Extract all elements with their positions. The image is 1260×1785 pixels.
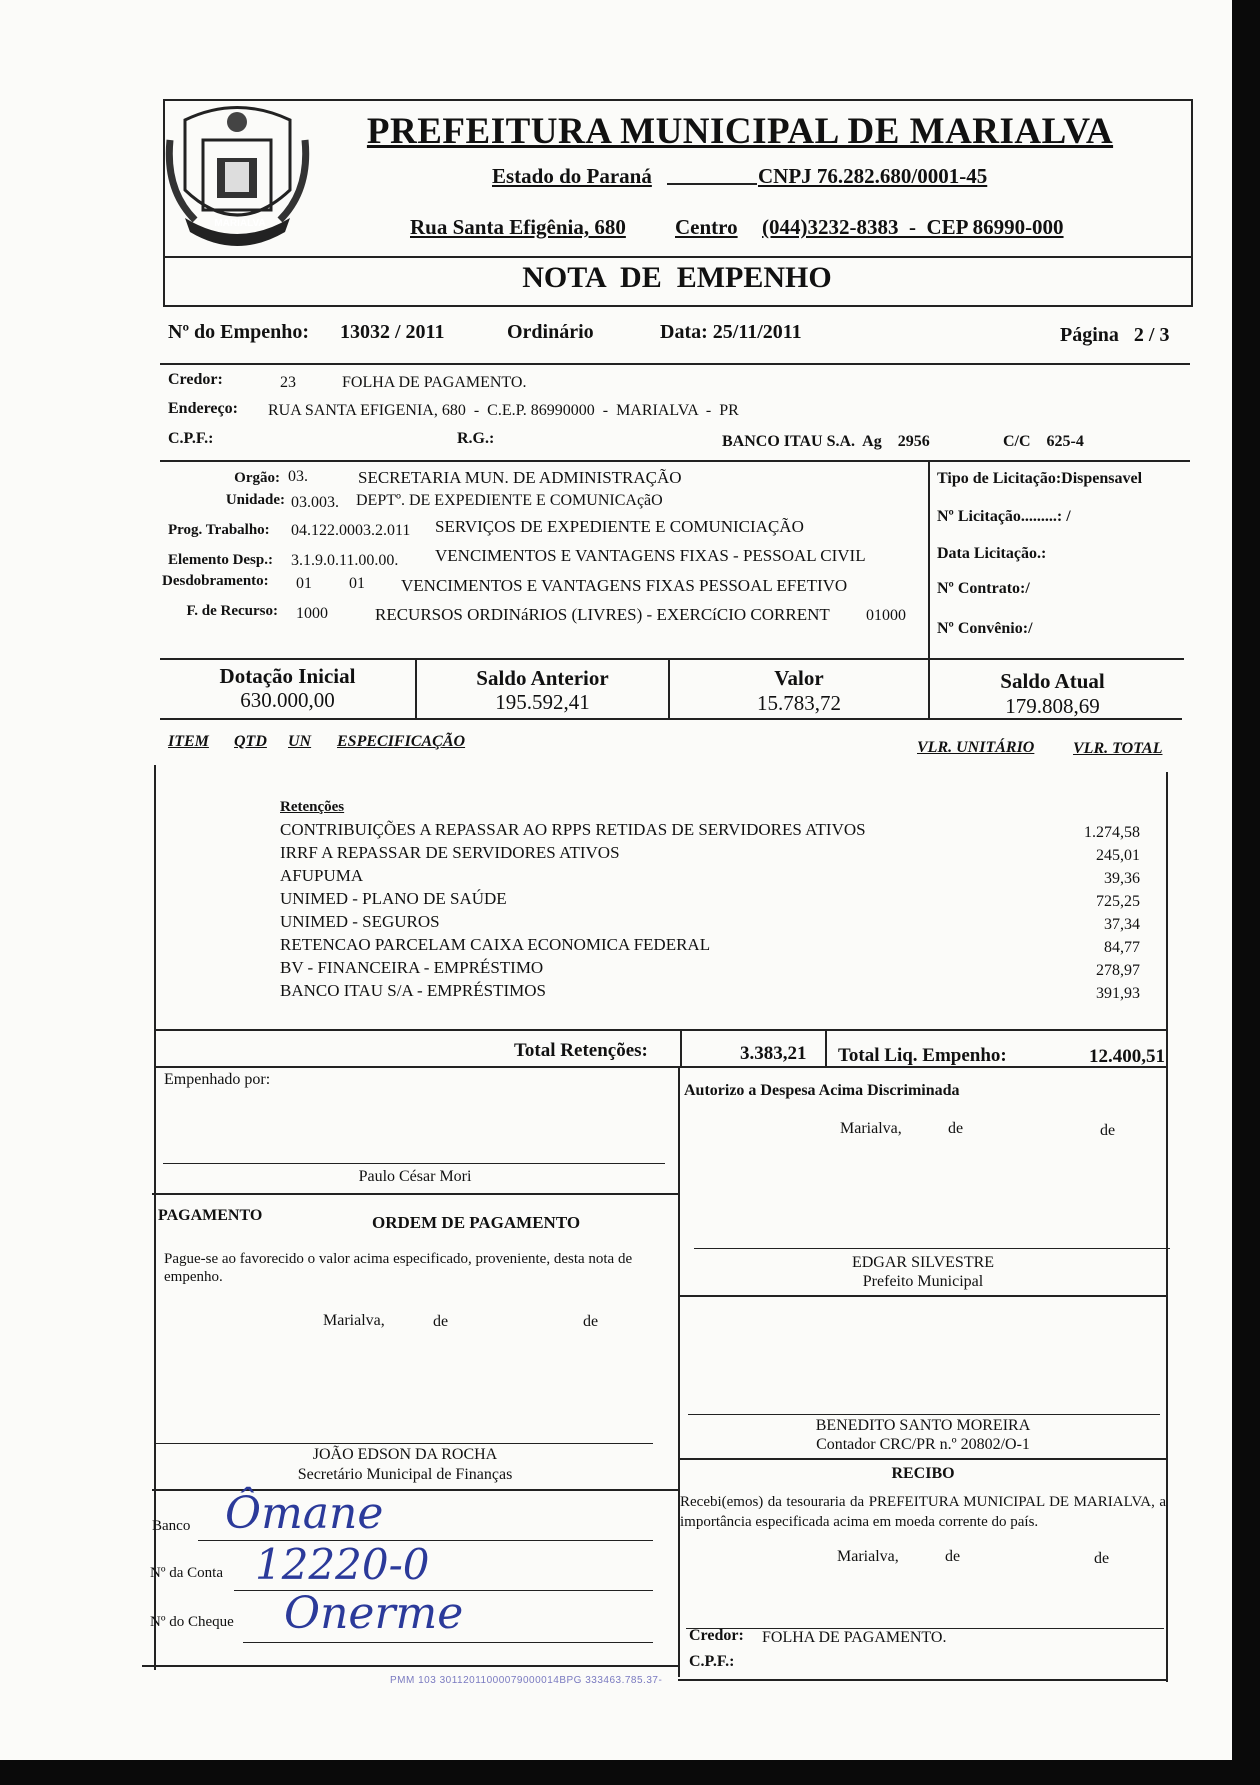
retencao-row [280, 843, 1170, 866]
autorizo-label: Autorizo a Despesa Acima Discriminada [684, 1082, 960, 1099]
retencao-row [280, 981, 1170, 1004]
prefeito-name: EDGAR SILVESTRE [851, 1254, 995, 1271]
prog-code: 04.122.0003.2.011 [291, 522, 411, 539]
licitacao-convenio: Nº Convênio:/ [937, 620, 1033, 637]
empenho-label: Nº do Empenho: [168, 321, 310, 343]
credor-bank: BANCO ITAU S.A. Ag 2956 [722, 433, 930, 450]
col-qtd: QTD [234, 733, 267, 750]
orgao-label: Orgão: [234, 470, 280, 486]
credor-address: RUA SANTA EFIGENIA, 680 - C.E.P. 86990000 - MARIALVA - PR [268, 402, 739, 419]
retencao-value: 278,97 [1096, 962, 1140, 979]
credor-cc: C/C 625-4 [1003, 433, 1084, 450]
saldo-anterior-value: 195.592,41 [495, 690, 590, 714]
credor-code: 23 [280, 374, 296, 391]
recibo-de2: de [1094, 1550, 1110, 1567]
cheque-handwriting: Onerme [284, 1588, 464, 1639]
retencao-desc: BANCO ITAU S/A - EMPRÉSTIMOS [280, 981, 546, 1000]
pagamento-label: PAGAMENTO [158, 1207, 263, 1224]
header-district: Centro [675, 215, 738, 239]
orgao-name: SECRETARIA MUN. DE ADMINISTRAÇÃO [358, 468, 682, 487]
recurso-code: 1000 [296, 605, 328, 622]
empenho-date: Data: 25/11/2011 [660, 321, 802, 343]
elemento-name: VENCIMENTOS E VANTAGENS FIXAS - PESSOAL CIVIL [435, 546, 866, 565]
col-un: UN [288, 733, 312, 750]
pague-text: Pague-se ao favorecido o valor acima especificado, proveniente, desta nota de empenho. [164, 1251, 633, 1285]
desdob-code2: 01 [349, 575, 365, 592]
retencao-row [280, 820, 1170, 843]
dotacao-label: Dotação Inicial [219, 664, 356, 688]
prog-name: SERVIÇOS DE EXPEDIENTE E COMUNICIAÇÃO [435, 517, 804, 536]
retencao-desc: RETENCAO PARCELAM CAIXA ECONOMICA FEDERAL [280, 935, 711, 954]
retencoes-title: Retenções [280, 799, 345, 815]
saldo-anterior-label: Saldo Anterior [476, 666, 609, 690]
credor-label: Credor: [168, 371, 223, 388]
empenhado-name: Paulo César Mori [358, 1168, 472, 1185]
header-address: Rua Santa Efigênia, 680 [410, 215, 626, 239]
retencao-value: 39,36 [1104, 870, 1140, 887]
retencao-desc: AFUPUMA [280, 866, 364, 885]
retencao-desc: BV - FINANCEIRA - EMPRÉSTIMO [280, 958, 544, 977]
secretario-name: JOÃO EDSON DA ROCHA [312, 1446, 498, 1463]
total-retencoes-value: 3.383,21 [740, 1043, 807, 1064]
total-liq-value: 12.400,51 [1089, 1046, 1165, 1067]
recurso-name: RECURSOS ORDINáRIOS (LIVRES) - EXERCíCIO CORRENT [375, 605, 830, 624]
recibo-city: Marialva, [837, 1548, 899, 1565]
recibo-cpf-label: C.P.F.: [689, 1653, 735, 1670]
credor-name: FOLHA DE PAGAMENTO. [342, 374, 527, 391]
header-state: Estado do Paraná [492, 164, 652, 188]
header-phone-cep: (044)3232-8383 - CEP 86990-000 [762, 215, 1064, 239]
unidade-label: Unidade: [225, 492, 285, 508]
saldo-atual-value: 179.808,69 [1005, 694, 1100, 718]
elemento-code: 3.1.9.0.11.00.00. [291, 552, 399, 569]
contador-name: BENEDITO SANTO MOREIRA [815, 1417, 1031, 1434]
retencao-value: 391,93 [1096, 985, 1140, 1002]
col-item: ITEM [168, 733, 209, 750]
total-liq-label: Total Liq. Empenho: [838, 1045, 1007, 1066]
valor-label: Valor [774, 666, 824, 690]
contador-role: Contador CRC/PR n.º 20802/O-1 [816, 1436, 1030, 1453]
retencao-desc: CONTRIBUIÇÕES A REPASSAR AO RPPS RETIDAS DE SERVIDORES ATIVOS [280, 820, 866, 839]
retencao-value: 1.274,58 [1084, 824, 1140, 841]
recibo-credor-label: Credor: [689, 1627, 744, 1644]
footer-code: PMM 103 30112011000079000014BPG 333463.785.37- [390, 1675, 663, 1686]
total-retencoes-label: Total Retenções: [514, 1040, 648, 1061]
pagamento-de2: de [583, 1313, 599, 1330]
conta-handwriting: 12220-0 [255, 1540, 430, 1589]
header-title: PREFEITURA MUNICIPAL DE MARIALVA [366, 111, 1114, 152]
desdob-code1: 01 [296, 575, 312, 592]
unidade-code: 03.003. [291, 494, 339, 511]
retencao-row [280, 935, 1170, 958]
endereco-label: Endereço: [168, 400, 238, 417]
retencao-desc: IRRF A REPASSAR DE SERVIDORES ATIVOS [280, 843, 620, 862]
valor-value: 15.783,72 [757, 691, 841, 715]
retencao-row [280, 866, 1170, 889]
page-number: Página 2 / 3 [1060, 324, 1170, 346]
banco-label: Banco [152, 1518, 191, 1534]
licitacao-numero: Nº Licitação.........: / [937, 508, 1071, 525]
empenhado-label: Empenhado por: [164, 1071, 271, 1088]
licitacao-tipo: Tipo de Licitação:Dispensavel [937, 470, 1143, 487]
autorizo-de2: de [1100, 1122, 1116, 1139]
recibo-de1: de [945, 1548, 961, 1565]
conta-label: Nº da Conta [150, 1565, 223, 1581]
retencao-row [280, 912, 1170, 935]
licitacao-contrato: Nº Contrato:/ [937, 580, 1030, 597]
dotacao-value: 630.000,00 [240, 688, 335, 712]
secretario-role: Secretário Municipal de Finanças [297, 1466, 513, 1483]
retencao-value: 37,34 [1104, 916, 1140, 933]
empenho-type: Ordinário [507, 321, 594, 343]
saldo-atual-label: Saldo Atual [1000, 669, 1105, 693]
col-vlr-total: VLR. TOTAL [1073, 740, 1163, 757]
col-vlr-unitario: VLR. UNITÁRIO [917, 739, 1035, 756]
retencao-value: 84,77 [1104, 939, 1140, 956]
recibo-title: RECIBO [891, 1465, 955, 1482]
pagamento-de1: de [433, 1313, 449, 1330]
licitacao-data: Data Licitação.: [937, 545, 1047, 562]
header-cnpj: CNPJ 76.282.680/0001-45 [758, 164, 988, 188]
recibo-credor-name: FOLHA DE PAGAMENTO. [762, 1629, 947, 1646]
unidade-name: DEPTº. DE EXPEDIENTE E COMUNICAçãO [356, 492, 663, 509]
banco-handwriting: Ômane [225, 1488, 384, 1539]
rg-label: R.G.: [457, 430, 495, 447]
retencao-row [280, 958, 1170, 981]
col-especificacao: ESPECIFICAÇÃO [337, 733, 466, 750]
autorizo-city: Marialva, [840, 1120, 902, 1137]
empenho-number: 13032 / 2011 [340, 321, 445, 343]
retencoes-list [280, 820, 1170, 1004]
doc-title: NOTA DE EMPENHO [522, 261, 832, 294]
retencao-value: 245,01 [1096, 847, 1140, 864]
orgao-code: 03. [288, 468, 308, 485]
crest-text: MARIALVA [214, 218, 266, 229]
recurso-code2: 01000 [866, 607, 906, 624]
ordem-pagamento-title: ORDEM DE PAGAMENTO [372, 1213, 581, 1232]
elemento-label: Elemento Desp.: [168, 552, 273, 568]
retencao-value: 725,25 [1096, 893, 1140, 910]
prefeito-role: Prefeito Municipal [862, 1273, 984, 1290]
retencao-desc: UNIMED - SEGUROS [280, 912, 440, 931]
retencao-row [280, 889, 1170, 912]
cheque-label: Nº do Cheque [150, 1614, 234, 1630]
pagamento-city: Marialva, [323, 1312, 385, 1329]
recurso-label: F. de Recurso: [186, 603, 278, 619]
autorizo-de1: de [948, 1120, 964, 1137]
retencao-desc: UNIMED - PLANO DE SAÚDE [280, 889, 507, 908]
cpf-label: C.P.F.: [168, 430, 214, 447]
recibo-text: Recebi(emos) da tesouraria da PREFEITURA MUNICIPAL DE MARIALVA, a importância especificada acima em moeda corrente do país. [680, 1494, 1166, 1530]
desdob-name: VENCIMENTOS E VANTAGENS FIXAS PESSOAL EFETIVO [401, 576, 848, 595]
desdob-label: Desdobramento: [162, 573, 269, 589]
prog-label: Prog. Trabalho: [168, 522, 270, 538]
